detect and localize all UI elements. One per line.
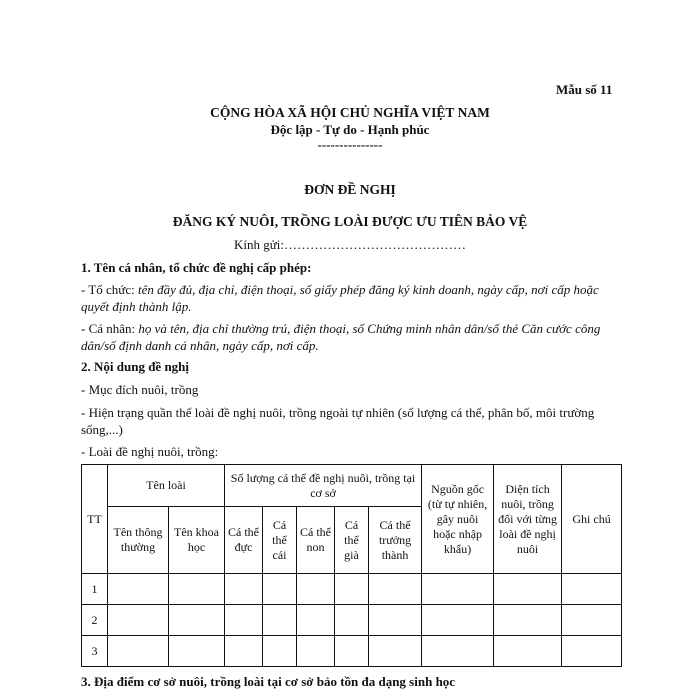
organization-text: tên đầy đủ, địa chỉ, điện thoại, số giấy phép đăng ký kinh doanh, ngày cấp, nơi cấp hoặc quyết định thành lập. (81, 282, 599, 314)
organization-label: - Tổ chức: (81, 282, 138, 297)
cell-area (494, 574, 562, 605)
cell-juvenile (297, 605, 335, 636)
individual-paragraph (81, 320, 621, 354)
cell-juvenile (297, 574, 335, 605)
document-title: ĐƠN ĐỀ NGHỊ (304, 182, 396, 197)
table-row (82, 574, 622, 605)
section2-heading: 2. Nội dung đề nghị (81, 359, 190, 374)
row-number: 3 (82, 636, 108, 667)
species-table (81, 464, 622, 667)
section1-heading: 1. Tên cá nhân, tổ chức đề nghị cấp phép: (81, 260, 312, 275)
header-species-name: Tên loài (108, 465, 225, 507)
document-subtitle: ĐĂNG KÝ NUÔI, TRỒNG LOÀI ĐƯỢC ƯU TIÊN BẢO VỆ (172, 214, 528, 229)
cell-male (225, 636, 263, 667)
header-scientific-name: Tên khoa học (169, 507, 225, 574)
header-origin: Nguồn gốc (từ tự nhiên, gây nuôi hoặc nhập khẩu) (422, 465, 494, 574)
header-male: Cá thể đực (225, 507, 263, 574)
header-old: Cá thể già (335, 507, 369, 574)
cell-origin (422, 636, 494, 667)
cell-origin (422, 574, 494, 605)
row-number: 2 (82, 605, 108, 636)
cell-female (263, 636, 297, 667)
cell-adult (369, 636, 422, 667)
cell-notes (562, 574, 622, 605)
header-common-name: Tên thông thường (108, 507, 169, 574)
cell-adult (369, 605, 422, 636)
cell-male (225, 574, 263, 605)
cell-old (335, 636, 369, 667)
cell-male (225, 605, 263, 636)
cell-common-name (108, 574, 169, 605)
motto: Độc lập - Tự do - Hạnh phúc (270, 122, 430, 137)
cell-adult (369, 574, 422, 605)
individual-label: - Cá nhân: (81, 321, 139, 336)
cell-female (263, 574, 297, 605)
cell-origin (422, 605, 494, 636)
cell-female (263, 605, 297, 636)
header-female: Cá thể cái (263, 507, 297, 574)
organization-paragraph (81, 281, 621, 315)
header-quantity: Số lượng cá thể đề nghị nuôi, trồng tại cơ sở (225, 465, 422, 507)
cell-area (494, 636, 562, 667)
cell-scientific-name (169, 636, 225, 667)
section3-heading: 3. Địa điểm cơ sở nuôi, trồng loài tại cơ sở bảo tồn đa dạng sinh học (81, 674, 456, 689)
recipient-line: Kính gửi:…………………………………… (233, 237, 467, 252)
header-adult: Cá thể trưởng thành (369, 507, 422, 574)
individual-text: họ và tên, địa chỉ thường trú, điện thoại, số Chứng minh nhân dân/số thẻ Căn cước công dân/số định danh cá nhân, ngày cấp, nơi cấp. (81, 321, 601, 353)
cell-common-name (108, 605, 169, 636)
cell-notes (562, 605, 622, 636)
national-title: CỘNG HÒA XÃ HỘI CHỦ NGHĨA VIỆT NAM (210, 105, 490, 120)
header-tt: TT (82, 465, 108, 574)
cell-notes (562, 636, 622, 667)
cell-common-name (108, 636, 169, 667)
header-notes: Ghi chú (562, 465, 622, 574)
cell-scientific-name (169, 605, 225, 636)
cell-old (335, 605, 369, 636)
form-number: Mẫu số 11 (556, 82, 613, 97)
cell-area (494, 605, 562, 636)
cell-scientific-name (169, 574, 225, 605)
purpose-line: - Mục đích nuôi, trồng (81, 382, 199, 397)
cell-old (335, 574, 369, 605)
row-number: 1 (82, 574, 108, 605)
table-row (82, 605, 622, 636)
species-label: - Loài đề nghị nuôi, trồng: (81, 444, 219, 459)
header-juvenile: Cá thể non (297, 507, 335, 574)
status-paragraph: - Hiện trạng quần thể loài đề nghị nuôi, trồng ngoài tự nhiên (số lượng cá thể, phân bố, môi trường sống,...) (81, 405, 595, 437)
cell-juvenile (297, 636, 335, 667)
separator: --------------- (317, 137, 383, 152)
header-area: Diện tích nuôi, trồng đối với từng loài đề nghị nuôi (494, 465, 562, 574)
table-row (82, 636, 622, 667)
